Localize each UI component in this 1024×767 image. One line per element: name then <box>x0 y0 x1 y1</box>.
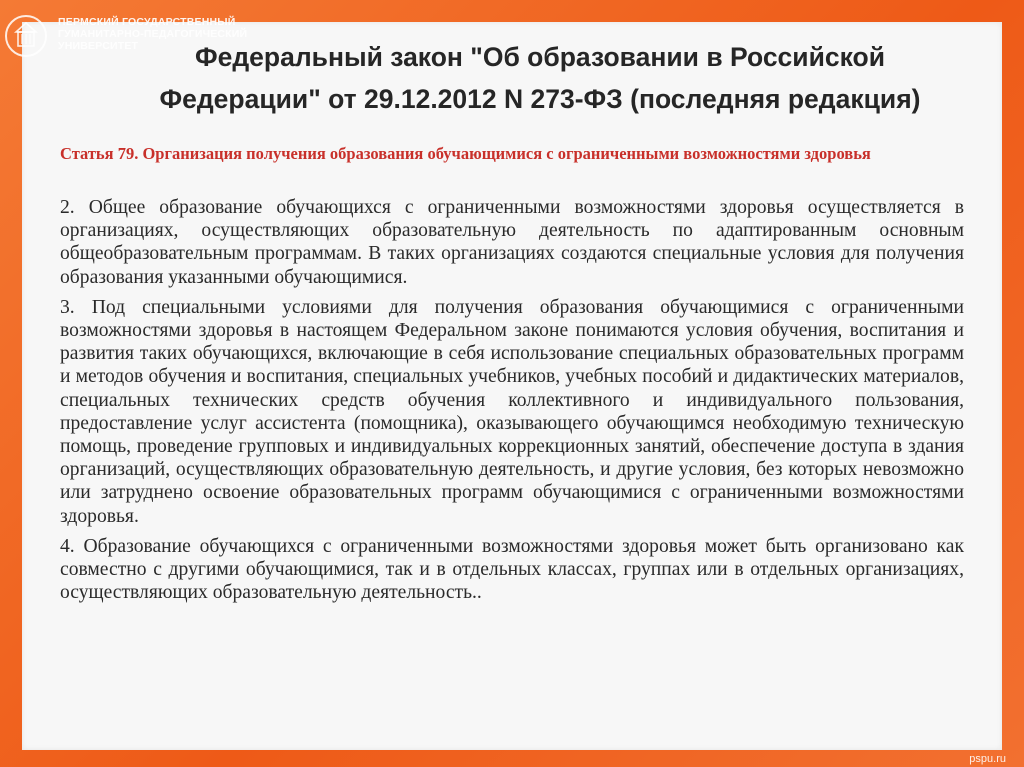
footer-site-link[interactable]: pspu.ru <box>969 753 1006 765</box>
university-name-line-3: УНИВЕРСИТЕТ <box>58 40 139 52</box>
paragraph-3: 3. Под специальными условиями для получения образования обучающимися с ограниченными возможностями здоровья в настоящем Федеральном законе понимаются условия обучения, воспитания и развития таких обучающихся, включающие в себя использование специальных образовательных программ и методов обучения и воспитания, специальных учебников, учебных пособий и дидактических материалов, специальных технических средств обучения коллективного и индивидуального пользования, предоставление услуг ассистента (помощника), оказывающего обучающимся необходимую техническую помощь, проведение групповых и индивидуальных коррекционных занятий, обеспечение доступа в здания организаций, осуществляющих образовательную деятельность, и другие условия, без которых невозможно или затруднено освоение образовательных программ обучающимися с ограниченными возможностями здоровья. <box>60 296 964 527</box>
slide-title <box>100 36 980 120</box>
university-name-line-2: ГУМАНИТАРНО-ПЕДАГОГИЧЕСКИЙ <box>58 28 248 40</box>
slide-title-line-1: Федеральный закон "Об образовании в Российской <box>194 42 886 72</box>
article-body <box>60 196 964 611</box>
paragraph-2: 2. Общее образование обучающихся с ограниченными возможностями здоровья осуществляется в организациях, осуществляющих образовательную деятельность по адаптированным основным общеобразовательным программам. В таких организациях создаются специальные условия для получения образования указанными обучающимися. <box>60 197 964 288</box>
university-emblem-icon <box>4 14 48 58</box>
slide-title-line-2: Федерации" от 29.12.2012 N 273-ФЗ (последняя редакция) <box>159 84 921 114</box>
article-heading: Статья 79. Организация получения образования обучающимися с ограниченными возможностями здоровья <box>60 144 871 163</box>
university-name-line-1: ПЕРМСКИЙ ГОСУДАРСТВЕННЫЙ <box>58 16 236 28</box>
paragraph-4: 4. Образование обучающихся с ограниченными возможностями здоровья может быть организовано как совместно с другими обучающимися, так и в отдельных классах, группах или в отдельных организациях, осуществляющих образовательную деятельность.. <box>60 535 964 604</box>
